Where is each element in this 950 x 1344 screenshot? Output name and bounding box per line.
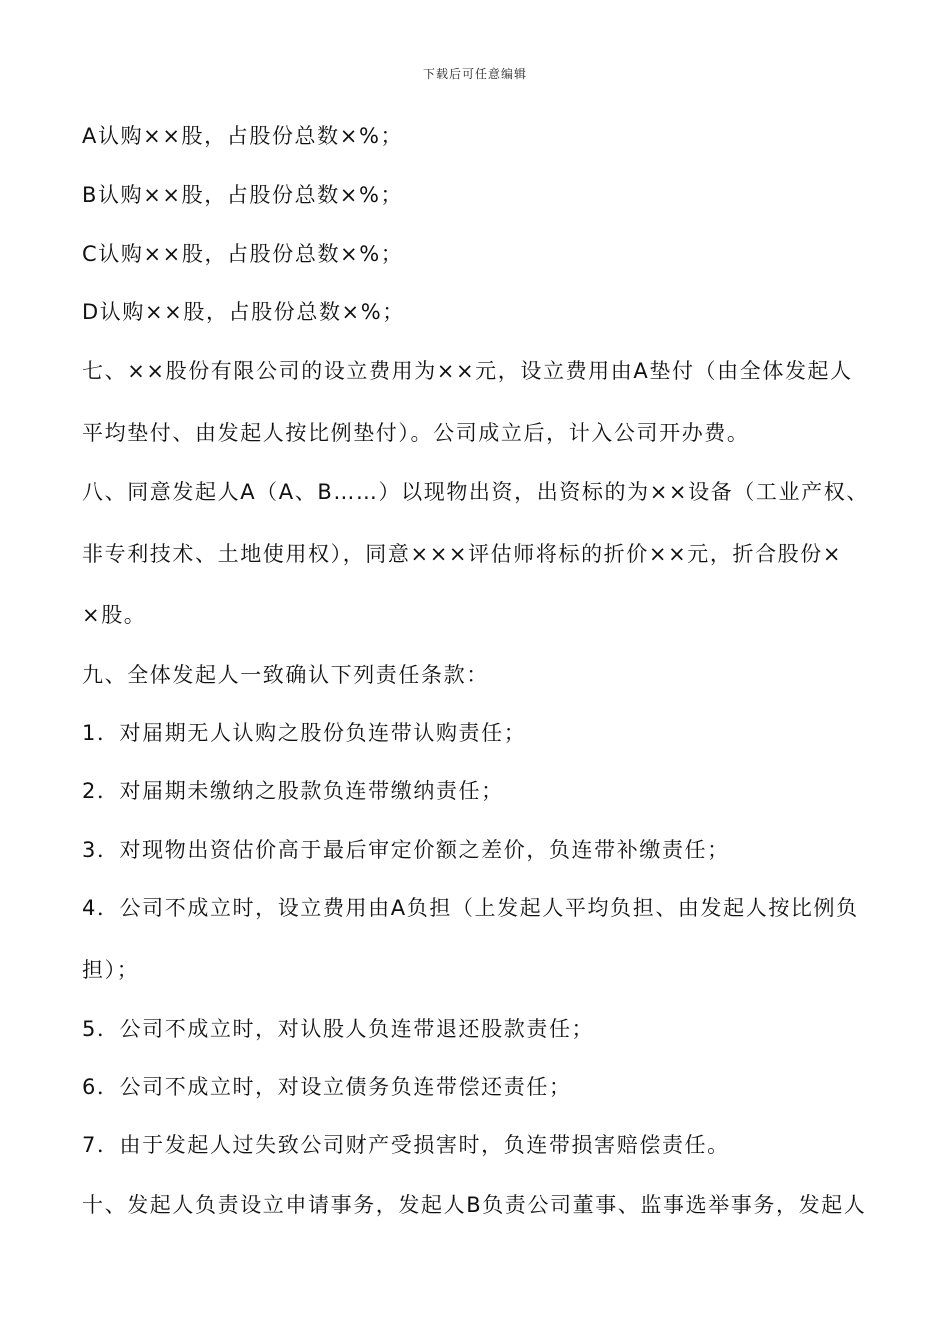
text-line-item-6: 6．公司不成立时，对设立债务负连带偿还责任； — [82, 1075, 572, 1099]
text-line-subscription-b: B认购××股，占股份总数×%； — [82, 183, 404, 207]
text-line-clause-7-1: 七、××股份有限公司的设立费用为××元，设立费用由A垫付（由全体发起人 — [82, 359, 853, 383]
text-line-item-4-1: 4．公司不成立时，设立费用由A负担（上发起人平均负担、由发起人按比例负 — [82, 896, 859, 920]
text-line-clause-9: 九、全体发起人一致确认下列责任条款： — [82, 663, 489, 687]
text-line-item-5: 5．公司不成立时，对认股人负连带退还股款责任； — [82, 1017, 595, 1041]
text-line-item-2: 2．对届期未缴纳之股款负连带缴纳责任； — [82, 779, 504, 803]
text-line-item-7: 7．由于发起人过失致公司财产受损害时，负连带损害赔偿责任。 — [82, 1133, 730, 1157]
text-line-clause-7-2: 平均垫付、由发起人按比例垫付）。公司成立后，计入公司开办费。 — [82, 421, 750, 445]
text-line-subscription-a: A认购××股，占股份总数×%； — [82, 124, 404, 148]
text-line-clause-10: 十、发起人负责设立申请事务，发起人B负责公司董事、监事选举事务，发起人 — [82, 1193, 867, 1217]
page-header: 下载后可任意编辑 — [422, 67, 527, 81]
text-line-clause-8-1: 八、同意发起人A（A、B……）以现物出资，出资标的为××设备（工业产权、 — [82, 480, 869, 504]
text-line-subscription-c: C认购××股，占股份总数×%； — [82, 242, 404, 266]
text-line-item-4-2: 担）； — [82, 958, 140, 982]
text-line-clause-8-2: 非专利技术、土地使用权），同意×××评估师将标的折价××元，折合股份× — [82, 542, 843, 566]
text-line-item-3: 3．对现物出资估价高于最后审定价额之差价，负连带补缴责任； — [82, 838, 730, 862]
text-line-clause-8-3: ×股。 — [82, 603, 147, 627]
text-line-item-1: 1．对届期无人认购之股份负连带认购责任； — [82, 721, 527, 745]
text-line-subscription-d: D认购××股，占股份总数×%； — [82, 300, 405, 324]
